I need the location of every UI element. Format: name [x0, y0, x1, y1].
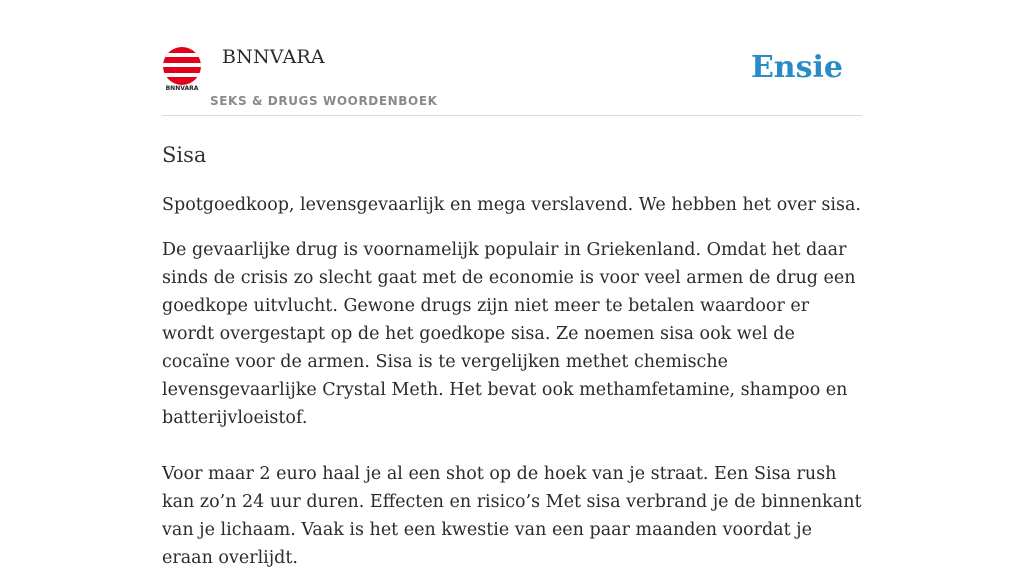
- brand-name[interactable]: BNNVARA: [222, 46, 325, 68]
- bnnvara-logo[interactable]: [162, 46, 202, 92]
- bnnvara-logo-icon: [162, 46, 202, 92]
- ensie-logo[interactable]: Ensie: [750, 50, 843, 85]
- logo-text: BNNVARA: [165, 85, 199, 92]
- header: [162, 0, 862, 116]
- article-title: Sisa: [162, 143, 207, 167]
- paragraph-spacer: [162, 432, 862, 460]
- article-paragraph: Voor maar 2 euro haal je al een shot op de hoek van je straat. Een Sisa rush kan zo’n 24 uur duren. Effecten en risico’s Met sisa verbrand je de binnenkant van je lichaam. Vaak is het een kwestie van een paar maanden voordat je eraan overlijdt.: [162, 464, 862, 568]
- dictionary-subtitle[interactable]: SEKS & DRUGS WOORDENBOEK: [210, 94, 438, 108]
- article: [162, 138, 862, 572]
- article-intro: Spotgoedkoop, levensgevaarlijk en mega verslavend. We hebben het over sisa.: [162, 195, 861, 215]
- article-paragraph: De gevaarlijke drug is voornamelijk populair in Griekenland. Omdat het daar sinds de crisis zo slecht gaat met de economie is voor veel armen de drug een goedkope uitvlucht. Gewone drugs zijn niet meer te betalen waardoor er wordt overgestapt op de het goedkope sisa. Ze noemen sisa ook wel de cocaïne voor de armen. Sisa is te vergelijken methet chemische levensgevaarlijke Crystal Meth. Het bevat ook methamfetamine, shampoo en batterijvloeistof.: [162, 240, 856, 428]
